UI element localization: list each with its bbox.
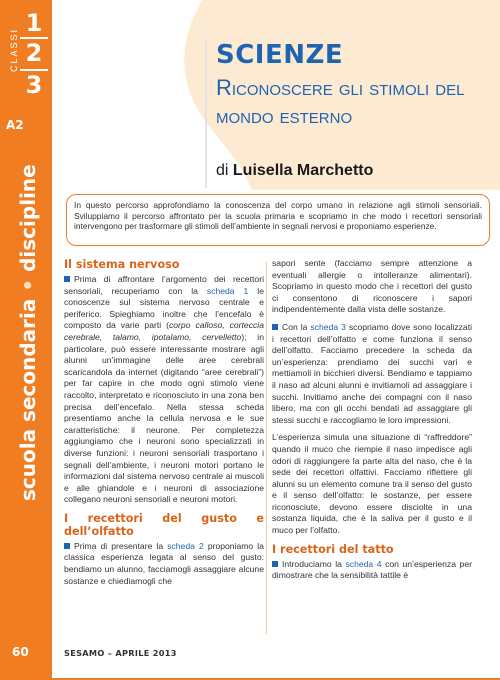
scheda-3-link[interactable]: scheda 3 (310, 321, 346, 332)
paragraph (64, 541, 264, 587)
author-line (216, 162, 373, 180)
page-number: 60 (12, 645, 29, 659)
column-divider (266, 262, 267, 634)
text-run: Con la (282, 321, 311, 332)
paragraph (64, 274, 264, 506)
author-prefix: di (216, 162, 229, 179)
text-run: Introduciamo la (282, 558, 346, 569)
intro-box: In questo percorso approfondiamo la conoscenza del corpo umano in relazione agli stimoli sensoriali. Sviluppiamo il percorso affrontato per la scuola primaria e scopriamo in che modo i recettori sensoriali intervengono per trasformare gli stimoli dell’ambiente in segnali nervosi e proponiamo esperienze. (66, 194, 490, 246)
class-number-2: 2 (25, 39, 43, 67)
text-run: sapori sente (facciamo sempre attenzione a eventuali allergie o intolleranze alimentari). Scopriamo in questo modo che i recettori del gusto ci consentono di riconoscere i sapori indipendentemente dalla vista delle sostanze. (272, 258, 472, 315)
subject-title: SCIENZE (216, 40, 344, 70)
class-number-1: 1 (25, 9, 43, 37)
class-number-3: 3 (25, 71, 43, 99)
text-run: scopriamo dove sono localizzati i recettori dell’olfatto e come funziona il senso dell’olfatto. Facciamo precedere la scheda da un’esperienza: prendiamo dei succhi vari e mettiamoli in bicchieri diversi. Bendiamo e tappiamo il naso ad alcuni alunni e invitiamoli ad assaggiare i succhi. Invitiamo anche dei compagni con il naso libero, ma con gli occhi bendati ad assaggiare gli stessi succhi e raccogliamo le loro impressioni. (272, 321, 472, 425)
scheda-4-link[interactable]: scheda 4 (345, 558, 382, 569)
classi-label: CLASSI (9, 28, 19, 73)
paragraph (272, 559, 472, 582)
section-title-tatto: I recettori del tatto (272, 542, 394, 556)
text-run: le conoscenze sul sistema nervoso centrale e periferico. Spieghiamo inoltre che l’encefalo è composto da varie parti ( (64, 285, 264, 331)
text-run-italic: corpo calloso, corteccia cerebrale, talamo, ipotalamo, cervelletto (64, 320, 264, 342)
title-rule (205, 40, 207, 188)
text-run: Prima di presentare la (74, 540, 168, 551)
author-name: Luisella Marchetto (232, 162, 374, 179)
vertical-title-separator: • (16, 271, 40, 299)
section-title-gusto: I recettori del gusto e dell’olfatto (64, 511, 264, 538)
scheda-2-link[interactable]: scheda 2 (167, 540, 204, 551)
bullet-icon (64, 276, 70, 282)
footer-issue: SESAMO – APRILE 2013 (64, 648, 177, 658)
section-title-nervoso: Il sistema nervoso (64, 258, 180, 271)
level-tag: A2 (6, 118, 24, 132)
text-run: ); in particolare, può essere interessante mostrare agli alunni un’immagine delle aree cerebrali scaricandola da internet (digitando “aree cerebrali”) per far capire in che modo ogni stimolo viene raccolto, interpretato e riconosciuto in una zona ben precisa dell’encefalo. Nella stessa scheda presentiamo anche la cellula nervosa e le sue caratteristiche: il neurone. Per completezza aggiungiamo che i neuroni sono specializzati in diverse funzioni: i neuroni sensoriali trasportano i segnali dell’ambiente, i neuroni motori portano le informazioni dal sistema nervoso centrale ai muscoli e alle ghiandole e i neuroni di associazione collegano neuroni sensoriali e neuroni motori. (64, 331, 264, 505)
scheda-1-link[interactable]: scheda 1 (206, 285, 249, 296)
text-run: con un’esperienza per dimostrare che la sensibilità tattile è (272, 558, 472, 581)
bullet-icon (272, 561, 278, 567)
bullet-icon (272, 324, 278, 330)
right-column (272, 258, 472, 588)
left-column (64, 258, 264, 593)
sidebar-band (0, 0, 52, 680)
paragraph (272, 258, 472, 316)
text-run: Prima di affrontare l’argomento dei recettori sensoriali, recuperiamo con la (64, 274, 264, 296)
section-vertical-title (10, 164, 46, 604)
text-run: proponiamo la classica esperienza legata al senso del gusto: bendiamo un alunno, facciamogli assaggiare alcune sostanze e chiediamogli che (64, 540, 264, 586)
vertical-title-school: scuola secondaria (16, 298, 40, 501)
paragraph (272, 322, 472, 426)
article-subtitle: Riconoscere gli stimoli del mondo esterno (216, 75, 465, 128)
bullet-icon (64, 543, 70, 549)
vertical-title-discipline: discipline (16, 164, 40, 272)
paragraph: L’esperienza simula una situazione di “raffreddore” quando il muco che riempie il naso impedisce agli odori di raggiungere la parte alta del naso, che è la sede dei recettori olfattivi. Facciamo riflettere gli alunni su un elemento comune tra il senso del gusto e il senso dell’olfatto: le sostanze, per essere riconosciute, devono essere disciolte in una sostanza liquida, che è la saliva per il gusto e il muco per l’olfatto. (272, 432, 472, 536)
